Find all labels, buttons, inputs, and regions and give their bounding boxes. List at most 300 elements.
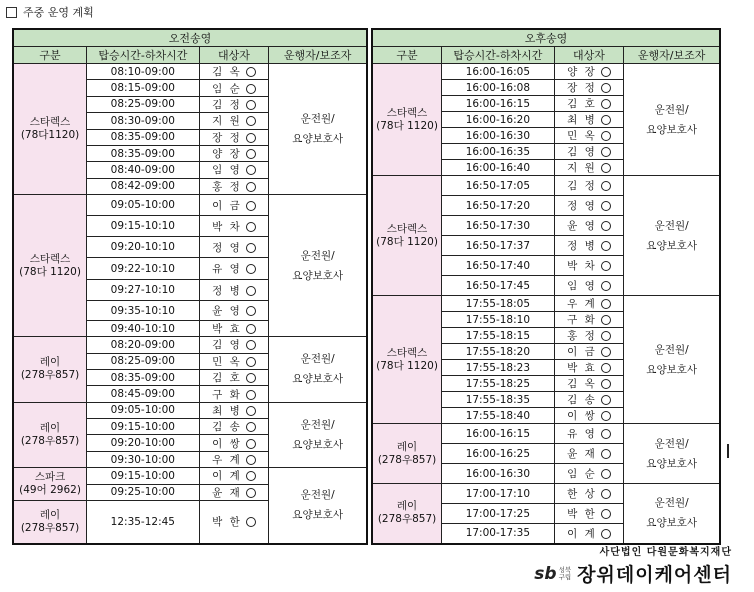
person-cell: [199, 337, 269, 353]
attendance-circle-icon[interactable]: [601, 509, 611, 519]
person-name: 이 쌍: [567, 410, 597, 422]
person-cell: [554, 408, 624, 424]
person-name: 지 원: [567, 162, 597, 174]
time-cell: 16:00-16:08: [442, 80, 555, 96]
attendance-circle-icon[interactable]: [246, 422, 256, 432]
col-header-type: 구분: [13, 47, 87, 64]
attendance-circle-icon[interactable]: [246, 201, 256, 211]
person-cell: [554, 112, 624, 128]
person-name: 김 정: [212, 98, 242, 111]
person-cell: [199, 96, 269, 112]
person-cell: [554, 196, 624, 216]
person-name: 이 계: [212, 470, 242, 483]
col-header-time: 탑승시간-하차시간: [87, 47, 200, 64]
attendance-circle-icon[interactable]: [246, 439, 256, 449]
person-cell: [199, 129, 269, 145]
staff-text: 요양보호사: [646, 517, 698, 530]
person-name: 장 정: [567, 82, 597, 94]
time-cell: 08:45-09:00: [87, 386, 200, 402]
attendance-circle-icon[interactable]: [601, 221, 611, 231]
time-cell: 09:27-10:10: [87, 279, 200, 300]
time-cell: 09:22-10:10: [87, 258, 200, 279]
person-cell: [199, 64, 269, 80]
table-row: [13, 468, 367, 484]
person-cell: [554, 424, 624, 444]
staff-text: 요양보호사: [292, 438, 344, 451]
person-cell: [199, 419, 269, 435]
attendance-circle-icon[interactable]: [601, 181, 611, 191]
staff-text: 운전원/: [300, 418, 335, 431]
person-cell: [554, 344, 624, 360]
vehicle-text: (78다 1120): [376, 235, 438, 248]
attendance-circle-icon[interactable]: [601, 261, 611, 271]
logo-sub-line: 구립: [558, 572, 572, 581]
staff-cell: [269, 195, 367, 337]
attendance-circle-icon[interactable]: [601, 83, 611, 93]
person-cell: [554, 216, 624, 236]
vehicle-text: (278우857): [377, 513, 437, 526]
attendance-circle-icon[interactable]: [246, 324, 256, 334]
time-cell: 09:25-10:00: [87, 484, 200, 500]
person-cell: [199, 468, 269, 484]
attendance-circle-icon[interactable]: [246, 455, 256, 465]
page-title: 주중 운영 계획: [23, 6, 94, 19]
attendance-circle-icon[interactable]: [246, 406, 256, 416]
person-name: 유 영: [567, 428, 597, 440]
attendance-circle-icon[interactable]: [246, 133, 256, 143]
staff-text: 운전원/: [300, 249, 335, 262]
vehicle-text: 레이: [396, 440, 418, 453]
person-cell: [554, 296, 624, 312]
attendance-circle-icon[interactable]: [246, 286, 256, 296]
time-cell: 17:55-18:15: [442, 328, 555, 344]
person-name: 윤 재: [567, 448, 597, 460]
staff-text: 운전원/: [300, 489, 335, 502]
person-cell: [199, 113, 269, 129]
person-name: 우 계: [567, 298, 597, 310]
time-cell: 17:55-18:40: [442, 408, 555, 424]
person-cell: [554, 236, 624, 256]
person-name: 구 화: [212, 388, 242, 401]
schedule-sheet: [12, 28, 721, 545]
vehicle-cell: [372, 176, 442, 296]
vehicle-text: 스타렉스: [386, 106, 428, 119]
staff-cell: [624, 296, 720, 424]
afternoon-table: [371, 28, 721, 545]
time-cell: 08:25-09:00: [87, 353, 200, 369]
vehicle-cell: [372, 296, 442, 424]
person-name: 이 금: [212, 199, 242, 212]
staff-text: 운전원/: [654, 343, 689, 356]
table-row: [13, 195, 367, 216]
table-row: [372, 176, 720, 196]
person-cell: [199, 178, 269, 194]
person-name: 양 장: [212, 148, 242, 161]
vehicle-text: 스파크: [34, 471, 66, 484]
person-name: 박 효: [212, 323, 242, 336]
col-header-staff: 운행자/보조자: [624, 47, 720, 64]
table-row: [372, 296, 720, 312]
table-row: [13, 64, 367, 80]
staff-text: 요양보호사: [646, 363, 698, 376]
person-cell: [199, 216, 269, 236]
table-row: [372, 64, 720, 80]
attendance-circle-icon[interactable]: [246, 100, 256, 110]
attendance-circle-icon[interactable]: [601, 449, 611, 459]
attendance-circle-icon[interactable]: [601, 411, 611, 421]
time-cell: 16:00-16:15: [442, 424, 555, 444]
logo-sub: [559, 567, 572, 581]
attendance-circle-icon[interactable]: [601, 281, 611, 291]
time-cell: 09:20-10:10: [87, 236, 200, 257]
staff-text: 운전원/: [654, 497, 689, 510]
person-cell: [199, 500, 269, 543]
person-name: 이 계: [567, 527, 597, 540]
person-cell: [554, 484, 624, 504]
afternoon-section-title: 오후송영: [372, 29, 720, 47]
person-cell: [554, 144, 624, 160]
attendance-circle-icon[interactable]: [601, 379, 611, 389]
time-cell: 09:20-10:00: [87, 435, 200, 451]
staff-text: 요양보호사: [646, 123, 698, 136]
text-cursor: [727, 444, 729, 458]
time-cell: 09:15-10:00: [87, 419, 200, 435]
vehicle-cell: [372, 484, 442, 544]
time-cell: 09:40-10:10: [87, 320, 200, 336]
logo-mark: sb: [534, 563, 557, 584]
person-name: 양 장: [567, 66, 597, 78]
staff-text: 운전원/: [654, 219, 689, 232]
time-cell: 09:15-10:10: [87, 216, 200, 236]
attendance-circle-icon[interactable]: [246, 116, 256, 126]
staff-text: 요양보호사: [292, 373, 344, 386]
staff-text: 운전원/: [300, 113, 335, 125]
person-name: 유 영: [212, 263, 242, 276]
attendance-circle-icon[interactable]: [601, 315, 611, 325]
person-cell: [199, 195, 269, 216]
vehicle-cell: [13, 195, 87, 337]
person-name: 김 송: [567, 394, 597, 406]
person-name: 구 화: [567, 314, 597, 326]
person-cell: [199, 402, 269, 418]
person-cell: [554, 504, 624, 524]
person-cell: [199, 386, 269, 402]
person-name: 지 원: [212, 115, 242, 128]
vehicle-text: 스타렉스: [29, 116, 71, 128]
person-cell: [554, 176, 624, 196]
attendance-circle-icon[interactable]: [601, 489, 611, 499]
person-cell: [199, 279, 269, 300]
person-cell: [199, 162, 269, 178]
person-name: 한 상: [567, 488, 597, 500]
person-name: 정 영: [212, 241, 242, 254]
attendance-circle-icon[interactable]: [246, 149, 256, 159]
attendance-circle-icon[interactable]: [246, 488, 256, 498]
vehicle-text: 레이: [39, 356, 61, 369]
table-row: [372, 484, 720, 504]
time-cell: 17:55-18:25: [442, 376, 555, 392]
time-cell: 16:00-16:30: [442, 128, 555, 144]
attendance-circle-icon[interactable]: [246, 222, 256, 232]
person-name: 최 병: [212, 404, 242, 417]
page-title-row: [6, 4, 94, 20]
person-cell: [199, 353, 269, 369]
attendance-circle-icon[interactable]: [601, 529, 611, 539]
table-row: [372, 424, 720, 444]
person-cell: [554, 524, 624, 544]
time-cell: 16:00-16:15: [442, 96, 555, 112]
vehicle-cell: [13, 337, 87, 403]
col-header-time: 탑승시간-하차시간: [442, 47, 555, 64]
time-cell: 17:55-18:35: [442, 392, 555, 408]
col-header-person: 대상자: [554, 47, 624, 64]
time-cell: 08:30-09:00: [87, 113, 200, 129]
attendance-circle-icon[interactable]: [246, 84, 256, 94]
time-cell: 08:25-09:00: [87, 96, 200, 112]
staff-cell: [269, 468, 367, 544]
person-name: 김 영: [567, 146, 597, 158]
time-cell: 16:00-16:25: [442, 444, 555, 464]
time-cell: 16:00-16:35: [442, 144, 555, 160]
time-cell: 16:00-16:05: [442, 64, 555, 80]
table-row: [13, 402, 367, 418]
person-name: 김 옥: [567, 378, 597, 390]
attendance-circle-icon[interactable]: [601, 241, 611, 251]
person-cell: [554, 376, 624, 392]
attendance-circle-icon[interactable]: [246, 517, 256, 527]
staff-text: 운전원/: [654, 437, 689, 450]
staff-cell: [624, 484, 720, 544]
person-name: 박 차: [212, 220, 242, 233]
staff-text: 요양보호사: [646, 239, 698, 252]
person-name: 정 영: [567, 200, 597, 212]
person-cell: [554, 80, 624, 96]
person-name: 김 호: [567, 98, 597, 110]
staff-cell: [269, 64, 367, 195]
attendance-circle-icon[interactable]: [246, 264, 256, 274]
person-name: 박 한: [212, 516, 242, 529]
staff-cell: [624, 176, 720, 296]
person-cell: [554, 96, 624, 112]
time-cell: 16:50-17:45: [442, 276, 555, 296]
attendance-circle-icon[interactable]: [601, 201, 611, 211]
vehicle-cell: [372, 64, 442, 176]
person-cell: [554, 464, 624, 484]
time-cell: 17:00-17:10: [442, 484, 555, 504]
time-cell: 16:00-16:20: [442, 112, 555, 128]
attendance-circle-icon[interactable]: [601, 331, 611, 341]
person-cell: [554, 128, 624, 144]
morning-section-title: 오전송영: [13, 29, 367, 47]
time-cell: 17:55-18:10: [442, 312, 555, 328]
time-cell: 08:35-09:00: [87, 129, 200, 145]
time-cell: 17:00-17:25: [442, 504, 555, 524]
attendance-circle-icon[interactable]: [246, 306, 256, 316]
person-name: 홍 정: [212, 180, 242, 193]
person-name: 김 정: [567, 180, 597, 192]
attendance-circle-icon[interactable]: [601, 147, 611, 157]
time-cell: 17:55-18:20: [442, 344, 555, 360]
person-name: 김 옥: [212, 66, 242, 79]
vehicle-text: 레이: [396, 500, 418, 513]
vehicle-cell: [372, 424, 442, 484]
staff-text: 운전원/: [654, 103, 689, 116]
person-cell: [554, 328, 624, 344]
attendance-circle-icon[interactable]: [601, 131, 611, 141]
person-cell: [199, 145, 269, 161]
attendance-circle-icon[interactable]: [601, 347, 611, 357]
time-cell: 08:15-09:00: [87, 80, 200, 96]
attendance-circle-icon[interactable]: [246, 340, 256, 350]
person-name: 김 호: [212, 372, 242, 385]
staff-text: 요양보호사: [292, 133, 344, 145]
checkbox-icon[interactable]: [6, 7, 17, 18]
person-name: 홍 정: [567, 330, 597, 342]
person-name: 장 정: [212, 131, 242, 144]
person-name: 윤 재: [212, 486, 242, 499]
attendance-circle-icon[interactable]: [246, 390, 256, 400]
table-row: [13, 337, 367, 353]
vehicle-text: (278우857): [377, 453, 437, 466]
person-cell: [199, 484, 269, 500]
org-name: 사단법인 다원문화복지재단: [599, 547, 732, 558]
vehicle-text: (49어 2962): [19, 484, 81, 497]
person-cell: [554, 360, 624, 376]
person-cell: [199, 320, 269, 336]
time-cell: 17:00-17:35: [442, 524, 555, 544]
time-cell: 16:50-17:37: [442, 236, 555, 256]
person-name: 박 차: [567, 260, 597, 272]
time-cell: 08:10-09:00: [87, 64, 200, 80]
center-logo: [534, 564, 571, 584]
staff-cell: [624, 424, 720, 484]
vehicle-text: 레이: [39, 508, 61, 521]
person-name: 김 영: [212, 339, 242, 352]
vehicle-cell: [13, 64, 87, 195]
attendance-circle-icon[interactable]: [601, 299, 611, 309]
person-name: 박 한: [567, 508, 597, 520]
person-cell: [554, 312, 624, 328]
vehicle-text: 스타렉스: [386, 222, 428, 235]
person-cell: [554, 444, 624, 464]
person-cell: [199, 435, 269, 451]
attendance-circle-icon[interactable]: [601, 363, 611, 373]
col-header-type: 구분: [372, 47, 442, 64]
time-cell: 17:55-18:05: [442, 296, 555, 312]
col-header-person: 대상자: [199, 47, 269, 64]
staff-text: 요양보호사: [292, 509, 344, 522]
vehicle-cell: [13, 468, 87, 501]
person-name: 민 옥: [212, 355, 242, 368]
person-name: 윤 영: [212, 305, 242, 318]
time-cell: 16:50-17:30: [442, 216, 555, 236]
time-cell: 08:35-09:00: [87, 145, 200, 161]
person-name: 임 순: [212, 82, 242, 95]
logo-sub-line: 성북: [558, 565, 572, 574]
person-cell: [199, 369, 269, 385]
vehicle-text: 스타렉스: [386, 346, 428, 359]
staff-cell: [269, 337, 367, 403]
person-name: 최 병: [567, 114, 597, 126]
attendance-circle-icon[interactable]: [246, 357, 256, 367]
person-name: 윤 영: [567, 220, 597, 232]
attendance-circle-icon[interactable]: [246, 243, 256, 253]
person-name: 정 병: [567, 240, 597, 252]
person-name: 김 송: [212, 421, 242, 434]
vehicle-text: (278우857): [20, 369, 80, 382]
attendance-circle-icon[interactable]: [246, 373, 256, 383]
vehicle-text: 레이: [39, 421, 61, 434]
time-cell: 16:50-17:20: [442, 196, 555, 216]
staff-text: 요양보호사: [646, 457, 698, 470]
time-cell: 08:20-09:00: [87, 337, 200, 353]
vehicle-text: (78다 1120): [376, 359, 438, 372]
attendance-circle-icon[interactable]: [601, 429, 611, 439]
person-name: 임 순: [567, 468, 597, 480]
time-cell: 12:35-12:45: [87, 500, 200, 543]
time-cell: 08:42-09:00: [87, 178, 200, 194]
time-cell: 09:30-10:00: [87, 451, 200, 467]
attendance-circle-icon[interactable]: [601, 67, 611, 77]
attendance-circle-icon[interactable]: [601, 469, 611, 479]
vehicle-text: (78다 1120): [376, 119, 438, 132]
person-name: 정 병: [212, 284, 242, 297]
attendance-circle-icon[interactable]: [246, 182, 256, 192]
footer: [534, 543, 732, 587]
person-name: 민 옥: [567, 130, 597, 142]
staff-text: 요양보호사: [292, 269, 344, 282]
time-cell: 17:55-18:23: [442, 360, 555, 376]
person-cell: [554, 64, 624, 80]
vehicle-text: (78다 1120): [19, 265, 81, 278]
staff-text: 운전원/: [300, 353, 335, 366]
time-cell: 16:50-17:40: [442, 256, 555, 276]
person-cell: [199, 236, 269, 257]
person-cell: [199, 80, 269, 96]
person-cell: [199, 301, 269, 320]
vehicle-text: (78다1120): [20, 129, 80, 141]
attendance-circle-icon[interactable]: [601, 395, 611, 405]
person-cell: [554, 160, 624, 176]
vehicle-text: (278우857): [20, 434, 80, 447]
morning-table: [12, 28, 368, 545]
attendance-circle-icon[interactable]: [601, 163, 611, 173]
time-cell: 09:05-10:00: [87, 402, 200, 418]
time-cell: 08:40-09:00: [87, 162, 200, 178]
attendance-circle-icon[interactable]: [601, 115, 611, 125]
staff-cell: [624, 64, 720, 176]
person-cell: [199, 258, 269, 279]
attendance-circle-icon[interactable]: [246, 471, 256, 481]
brand: [534, 560, 732, 587]
vehicle-cell: [13, 500, 87, 543]
staff-cell: [269, 402, 367, 468]
time-cell: 16:00-16:30: [442, 464, 555, 484]
attendance-circle-icon[interactable]: [246, 165, 256, 175]
time-cell: 09:35-10:10: [87, 301, 200, 320]
person-cell: [554, 276, 624, 296]
vehicle-text: 스타렉스: [29, 252, 71, 265]
time-cell: 08:35-09:00: [87, 369, 200, 385]
attendance-circle-icon[interactable]: [246, 67, 256, 77]
attendance-circle-icon[interactable]: [601, 99, 611, 109]
person-cell: [554, 256, 624, 276]
person-name: 박 효: [567, 362, 597, 374]
vehicle-cell: [13, 402, 87, 468]
center-name: 장위데이케어센터: [577, 564, 732, 586]
person-name: 임 영: [212, 164, 242, 177]
person-name: 임 영: [567, 280, 597, 292]
